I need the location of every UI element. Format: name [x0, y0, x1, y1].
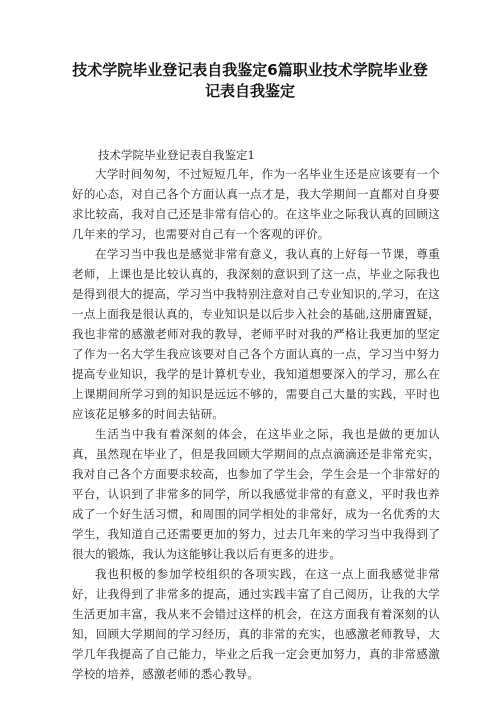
document-title-line-2: 记表自我鉴定 [204, 82, 295, 100]
document-body [72, 147, 440, 684]
section-subtitle: 技术学院毕业登记表自我鉴定1 [98, 148, 255, 162]
paragraph-3: 生活当中我有着深刻的体会，在这毕业之际，我也是做的更加认真，虽然现在毕业了，但是我回顾大学期间的点点滴滴还是非常充实，我对自己各个方面要求较高，也参加了学生会，学生会是一个非常好的平台，认识到了非常多的同学，所以我感觉非常的有意义，平时我也养成了一个好生活习惯，和周围的同学相处的非常好，成为一名优秀的大学生，我知道自己还需要更加的努力，过去几年来的学习当中我得到了很大的锻炼，我认为这能够让我以后有更多的进步。 [72, 427, 440, 561]
paragraph-4: 我也积极的参加学校组织的各项实践，在这一点上面我感觉非常好，让我得到了非常多的提高，通过实践丰富了自己阅历，让我的大学生活更加丰富，我从来不会错过这样的机会，在这方面我有着深刻的认知，回顾大学期间的学习经历，真的非常的充实，也感激老师教导，大学几年我提高了自己能力，毕业之后我一定会更加努力，真的非常感激学校的培养，感激老师的悉心教导。 [72, 567, 440, 681]
document-title-line-1: 技术学院毕业登记表自我鉴定6篇职业技术学院毕业登 [72, 61, 428, 79]
document-title [60, 60, 440, 102]
paragraph-1: 大学时间匆匆，不过短短几年，作为一名毕业生还是应该要有一个好的心态，对自己各个方面认真一点才是，我大学期间一直都对自身要求比较高，我对自己还是非常有信心的。在这毕业之际我认真的回顾这几年来的学习，也需要对自己有一个客观的评价。 [72, 167, 440, 241]
paragraph-2: 在学习当中我也是感觉非常有意义，我认真的上好每一节课，尊重老师，上课也是比较认真的，我深刻的意识到了这一点，毕业之际我也是得到很大的提高，学习当中我特别注意对自己专业知识的,学习，在这一点上面我是很认真的，专业知识是以后步入社会的基础,这册庸置疑，我也非常的感激老师对我的教导，老师平时对我的严格让我更加的坚定了作为一名大学生我应该要对自己各个方面认真的一点，学习当中努力提高专业知识，我学的是计算机专业，我知道想要深入的学习，那么在上课期间所学习到的知识是远远不够的，需要自己大量的实践，平时也应该花足够多的时间去钻研。 [72, 247, 440, 421]
